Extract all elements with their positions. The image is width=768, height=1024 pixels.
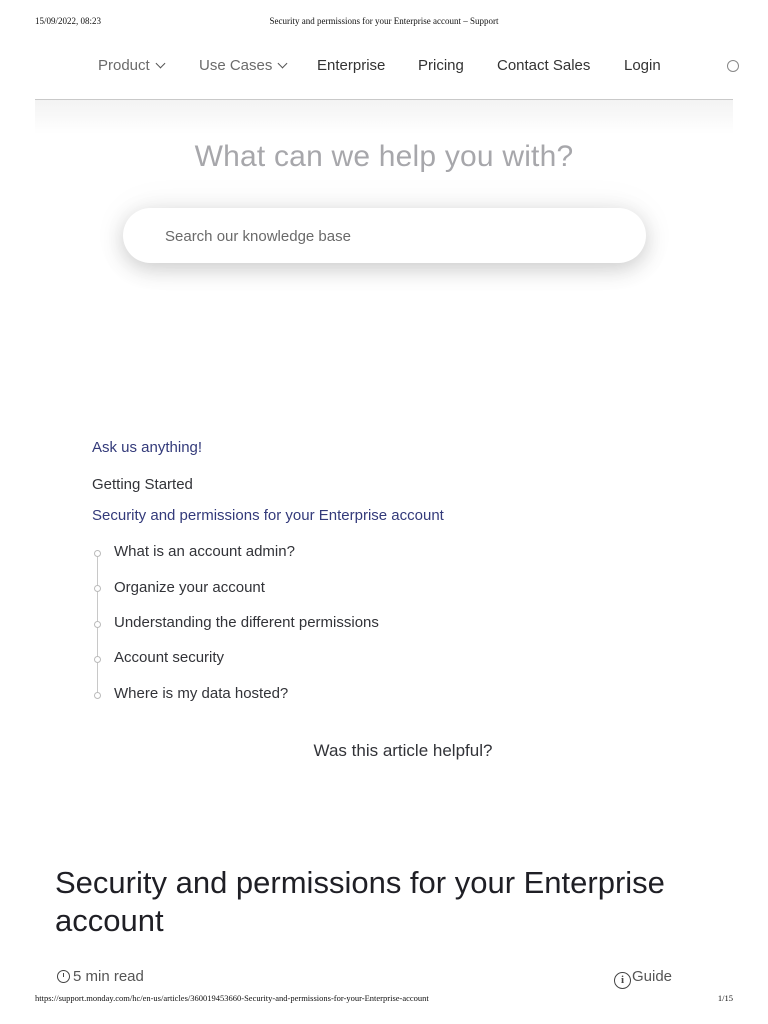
toc-item[interactable]: Understanding the different permissions	[114, 614, 379, 631]
nav-use-cases[interactable]	[199, 54, 286, 78]
read-time	[57, 968, 144, 985]
nav-product[interactable]	[98, 54, 164, 78]
print-page-title: Security and permissions for your Enterprise account – Support	[269, 16, 499, 26]
toc-bullet	[94, 692, 101, 699]
nav-product-label: Product	[98, 57, 150, 74]
toc-bullet	[94, 585, 101, 592]
nav-login[interactable]: Login	[624, 57, 661, 74]
search-input[interactable]	[163, 208, 627, 265]
breadcrumb-section[interactable]: Getting Started	[92, 476, 193, 493]
print-url: https://support.monday.com/hc/en-us/articles/360019453660-Security-and-permissions-for-your-Enterprise-account	[35, 993, 429, 1003]
stopwatch-icon	[57, 970, 70, 983]
read-time-label: 5 min read	[73, 968, 144, 985]
top-nav	[0, 54, 768, 78]
info-icon: i	[614, 972, 631, 989]
print-header	[35, 16, 733, 30]
toc-item[interactable]: Organize your account	[114, 579, 265, 596]
toc-bullet	[94, 550, 101, 557]
chevron-down-icon	[155, 59, 165, 69]
print-date: 15/09/2022, 08:23	[35, 16, 102, 26]
toc-item[interactable]: What is an account admin?	[114, 543, 295, 560]
toc-item[interactable]: Account security	[114, 649, 225, 666]
search-icon[interactable]	[727, 60, 739, 72]
hero-title: What can we help you with?	[194, 140, 574, 173]
toc-bullet	[94, 621, 101, 628]
chevron-down-icon	[278, 59, 288, 69]
article-type-label: Guide	[632, 968, 673, 985]
knowledge-search-box	[123, 208, 646, 263]
toc-bullet	[94, 656, 101, 663]
article-type	[614, 968, 672, 989]
article-title: Security and permissions for your Enterprise account	[55, 865, 665, 938]
table-of-contents	[92, 540, 512, 710]
toc-item[interactable]: Where is my data hosted?	[114, 685, 289, 702]
nav-use-cases-label: Use Cases	[199, 57, 273, 74]
feedback-question: Was this article helpful?	[313, 741, 493, 760]
breadcrumb-ask[interactable]: Ask us anything!	[92, 439, 203, 456]
print-page-number: 1/15	[717, 993, 733, 1003]
nav-pricing[interactable]: Pricing	[418, 57, 464, 74]
print-footer	[35, 993, 733, 1005]
nav-enterprise[interactable]: Enterprise	[317, 57, 386, 74]
hero-shade	[35, 100, 733, 134]
breadcrumb-article[interactable]: Security and permissions for your Enterprise account	[92, 507, 444, 524]
nav-contact-sales[interactable]: Contact Sales	[497, 57, 591, 74]
